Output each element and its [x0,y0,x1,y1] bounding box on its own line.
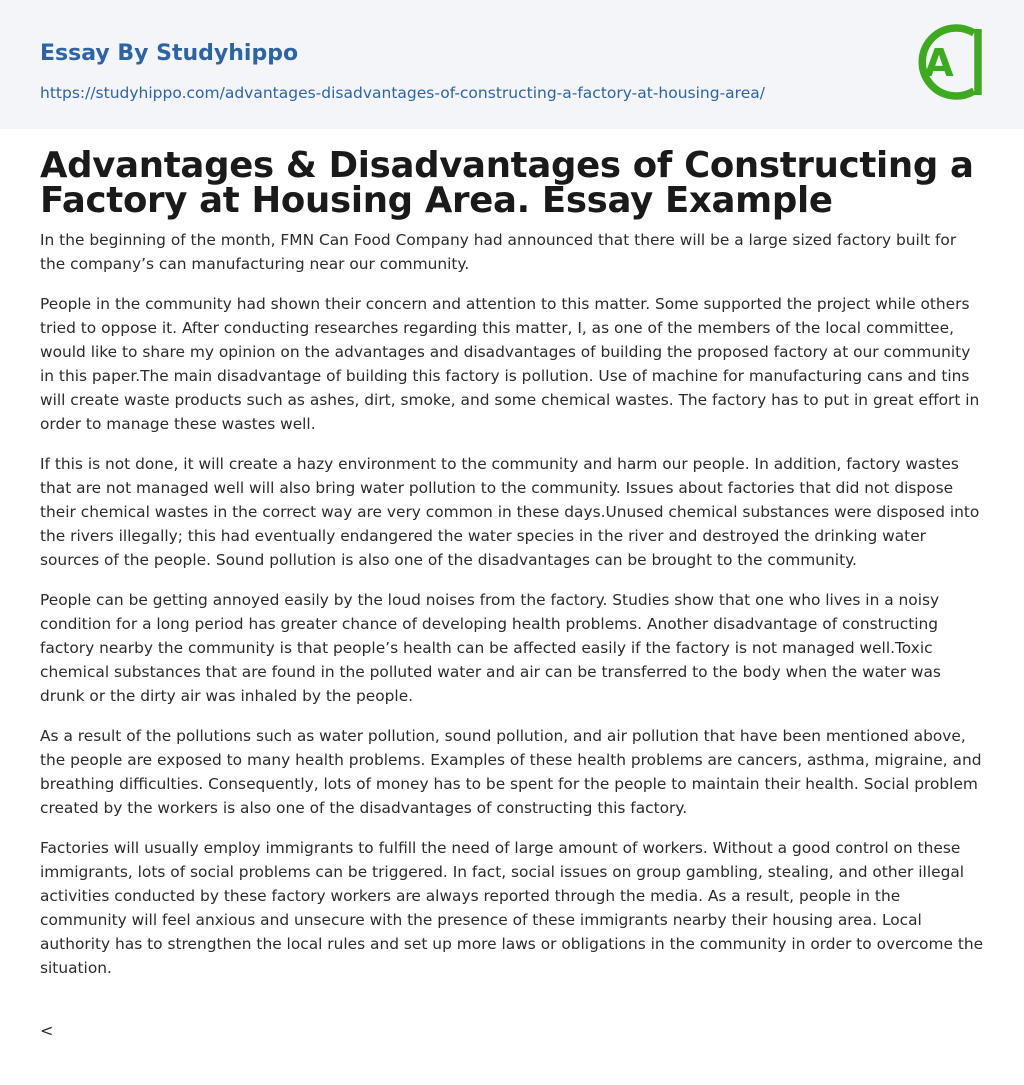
article-paragraph: As a result of the pollutions such as water pollution, sound pollution, and air pollution that have been mentioned above, the people are exposed to many health problems. Examples of these health problems are cancers, asthma, migraine, and breathing difficulties. Consequently, lots of money has to be spent for the people to maintain their health. Social problem created by the workers is also one of the disadvantages of constructing this factory. [40,727,982,817]
article-paragraph: Factories will usually employ immigrants to fulfill the need of large amount of workers. Without a good control on these immigrants, lots of social problems can be triggered. In fact, social issues on group gambling, stealing, and other illegal activities conducted by these factory workers are always reported through the media. As a result, people in the community will feel anxious and unsecure with the presence of these immigrants nearby their housing area. Local authority has to strengthen the local rules and set up more laws or obligations in the community in order to overcome the situation. [40,839,984,977]
article-paragraph: People in the community had shown their concern and attention to this matter. Some supported the project while others tried to oppose it. After conducting researches regarding this matter, I, as one of the members of the local committee, would like to share my opinion on the advantages and disadvantages of building the proposed factory at our community in this paper.The main disadvantage of building this factory is pollution. Use of machine for manufacturing cans and tins will create waste products such as ashes, dirt, smoke, and some chemical wastes. The factory has to put in great effort in order to manage these wastes well. [40,295,980,433]
logo-letter: A [924,41,954,85]
article-title: Advantages & Disadvantages of Constructing a Factory at Housing Area. Essay Example [40,145,974,221]
site-header [0,0,1024,129]
article-paragraph: If this is not done, it will create a hazy environment to the community and harm our people. In addition, factory wastes that are not managed well will also bring water pollution to the community. Issues about factories that did not dispose their chemical wastes in the correct way are very common in these days.Unused chemical substances were disposed into the rivers illegally; this had eventually endangered the water species in the river and destroyed the drinking water sources of the people. Sound pollution is also one of the disadvantages can be brought to the community. [40,455,980,569]
previous-page-link[interactable]: < [40,1021,54,1040]
studyhippo-logo-icon[interactable] [912,19,986,105]
article-paragraph: People can be getting annoyed easily by the loud noises from the factory. Studies show that one who lives in a noisy condition for a long period has greater chance of developing health problems. Another disadvantage of constructing factory nearby the community is that people’s health can be affected easily if the factory is not managed well.Toxic chemical substances that are found in the polluted water and air can be transferred to the body when the water was drunk or the dirty air was inhaled by the people. [40,591,941,705]
brand-title[interactable]: Essay By Studyhippo [40,41,299,66]
article-body [40,145,984,996]
article-paragraph: In the beginning of the month, FMN Can Food Company had announced that there will be a large sized factory built for the company’s can manufacturing near our community. [40,231,957,273]
source-url-link[interactable]: https://studyhippo.com/advantages-disadvantages-of-constructing-a-factory-at-housing-area/ [40,84,765,102]
